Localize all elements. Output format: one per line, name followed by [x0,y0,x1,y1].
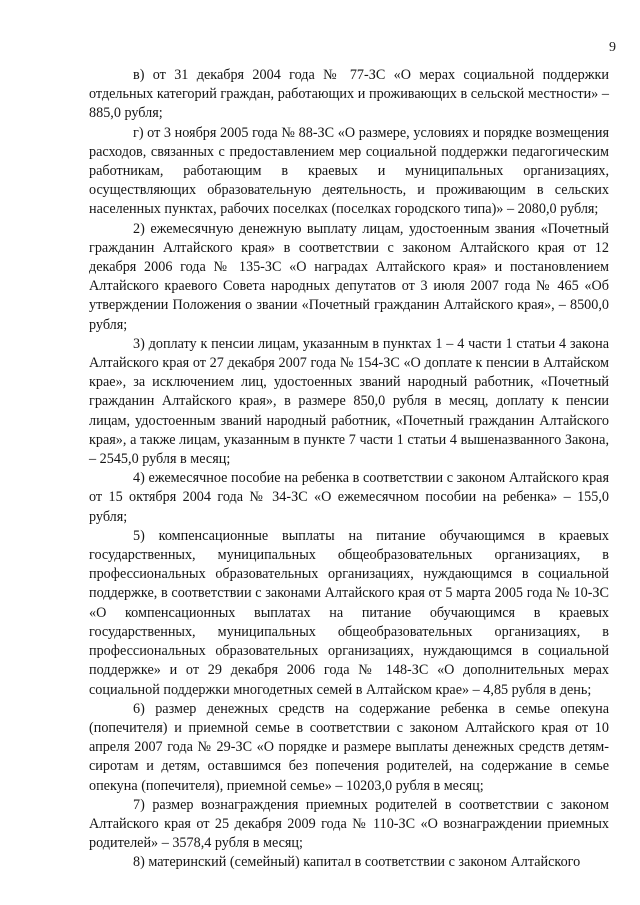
paragraph-4: 4) ежемесячное пособие на ребенка в соответствии с законом Алтайского края от 15 октября 2004 года № 34-ЗС «О ежемесячном пособии на ребенка» – 155,0 рубля; [89,470,609,525]
paragraph-3: 3) доплату к пенсии лицам, указанным в пунктах 1 – 4 части 1 статьи 4 закона Алтайского края от 27 декабря 2007 года № 154-ЗС «О доплате к пенсии в Алтайском крае», за исключением лиц, удостоенных званий народный работник, «Почетный гражданин Алтайского края», в размере 850,0 рубля в месяц, доплату к пенсии лицам, удостоенным званий народный работник, «Почетный гражданин Алтайского края», а также лицам, указанным в пункте 7 части 1 статьи 4 вышеназванного Закона, – 2545,0 рубля в месяц; [89,335,609,468]
paragraph-g: г) от 3 ноября 2005 года № 88-ЗС «О размере, условиях и порядке возмещения расходов, связанных с предоставлением мер социальной поддержки педагогическим работникам, работающим в краевых и муниципальных организациях, осуществляющих образовательную деятельность, и проживающим в сельских населенных пунктах, рабочих поселках (поселках городского типа)» – 2080,0 рубля; [89,124,609,218]
document-body [89,66,609,873]
paragraph-7: 7) размер вознаграждения приемных родителей в соответствии с законом Алтайского края от 25 декабря 2009 года № 110-ЗС «О вознаграждении приемных родителей» – 3578,4 рубля в месяц; [89,796,609,852]
paragraph-5: 5) компенсационные выплаты на питание обучающимся в краевых государственных, муниципальных общеобразовательных организациях, в профессиональных образовательных организациях, нуждающимся в социальной поддержке, в соответствии с законами Алтайского края от 5 марта 2005 года № 10-ЗС «О компенсационных выплатах на питание обучающимся в краевых государственных, муниципальных общеобразовательных организациях, в профессиональных образовательных организациях, нуждающимся в социальной поддержке» и от 29 декабря 2006 года № 148-ЗС «О дополнительных мерах социальной поддержки многодетных семей в Алтайском крае» – 4,85 рубля в день; [89,527,609,698]
paragraph-6: 6) размер денежных средств на содержание ребенка в семье опекуна (попечителя) и приемной семье в соответствии с законом Алтайского края от 10 апреля 2007 года № 29-ЗС «О порядке и размере выплаты денежных средств детям-сиротам и детям, оставшимся без попечения родителей, на содержание в семье опекуна (попечителя), приемной семье» – 10203,0 рубля в месяц; [89,700,609,794]
paragraph-v: в) от 31 декабря 2004 года № 77-ЗС «О мерах социальной поддержки отдельных категорий граждан, работающих и проживающих в сельской местности» – 885,0 рубля; [89,67,609,122]
paragraph-8: 8) материнский (семейный) капитал в соответствии с законом Алтайского [133,854,581,871]
paragraph-2: 2) ежемесячную денежную выплату лицам, удостоенным звания «Почетный гражданин Алтайского края» в соответствии с законом Алтайского края от 12 декабря 2006 года № 135-ЗС «О наградах Алтайского края» и постановлением Алтайского краевого Совета народных депутатов от 3 июля 2007 года № 465 «Об утверждении Положения о звании «Почетный гражданин Алтайского края», – 8500,0 рубля; [89,220,609,333]
page-number: 9 [609,40,616,55]
